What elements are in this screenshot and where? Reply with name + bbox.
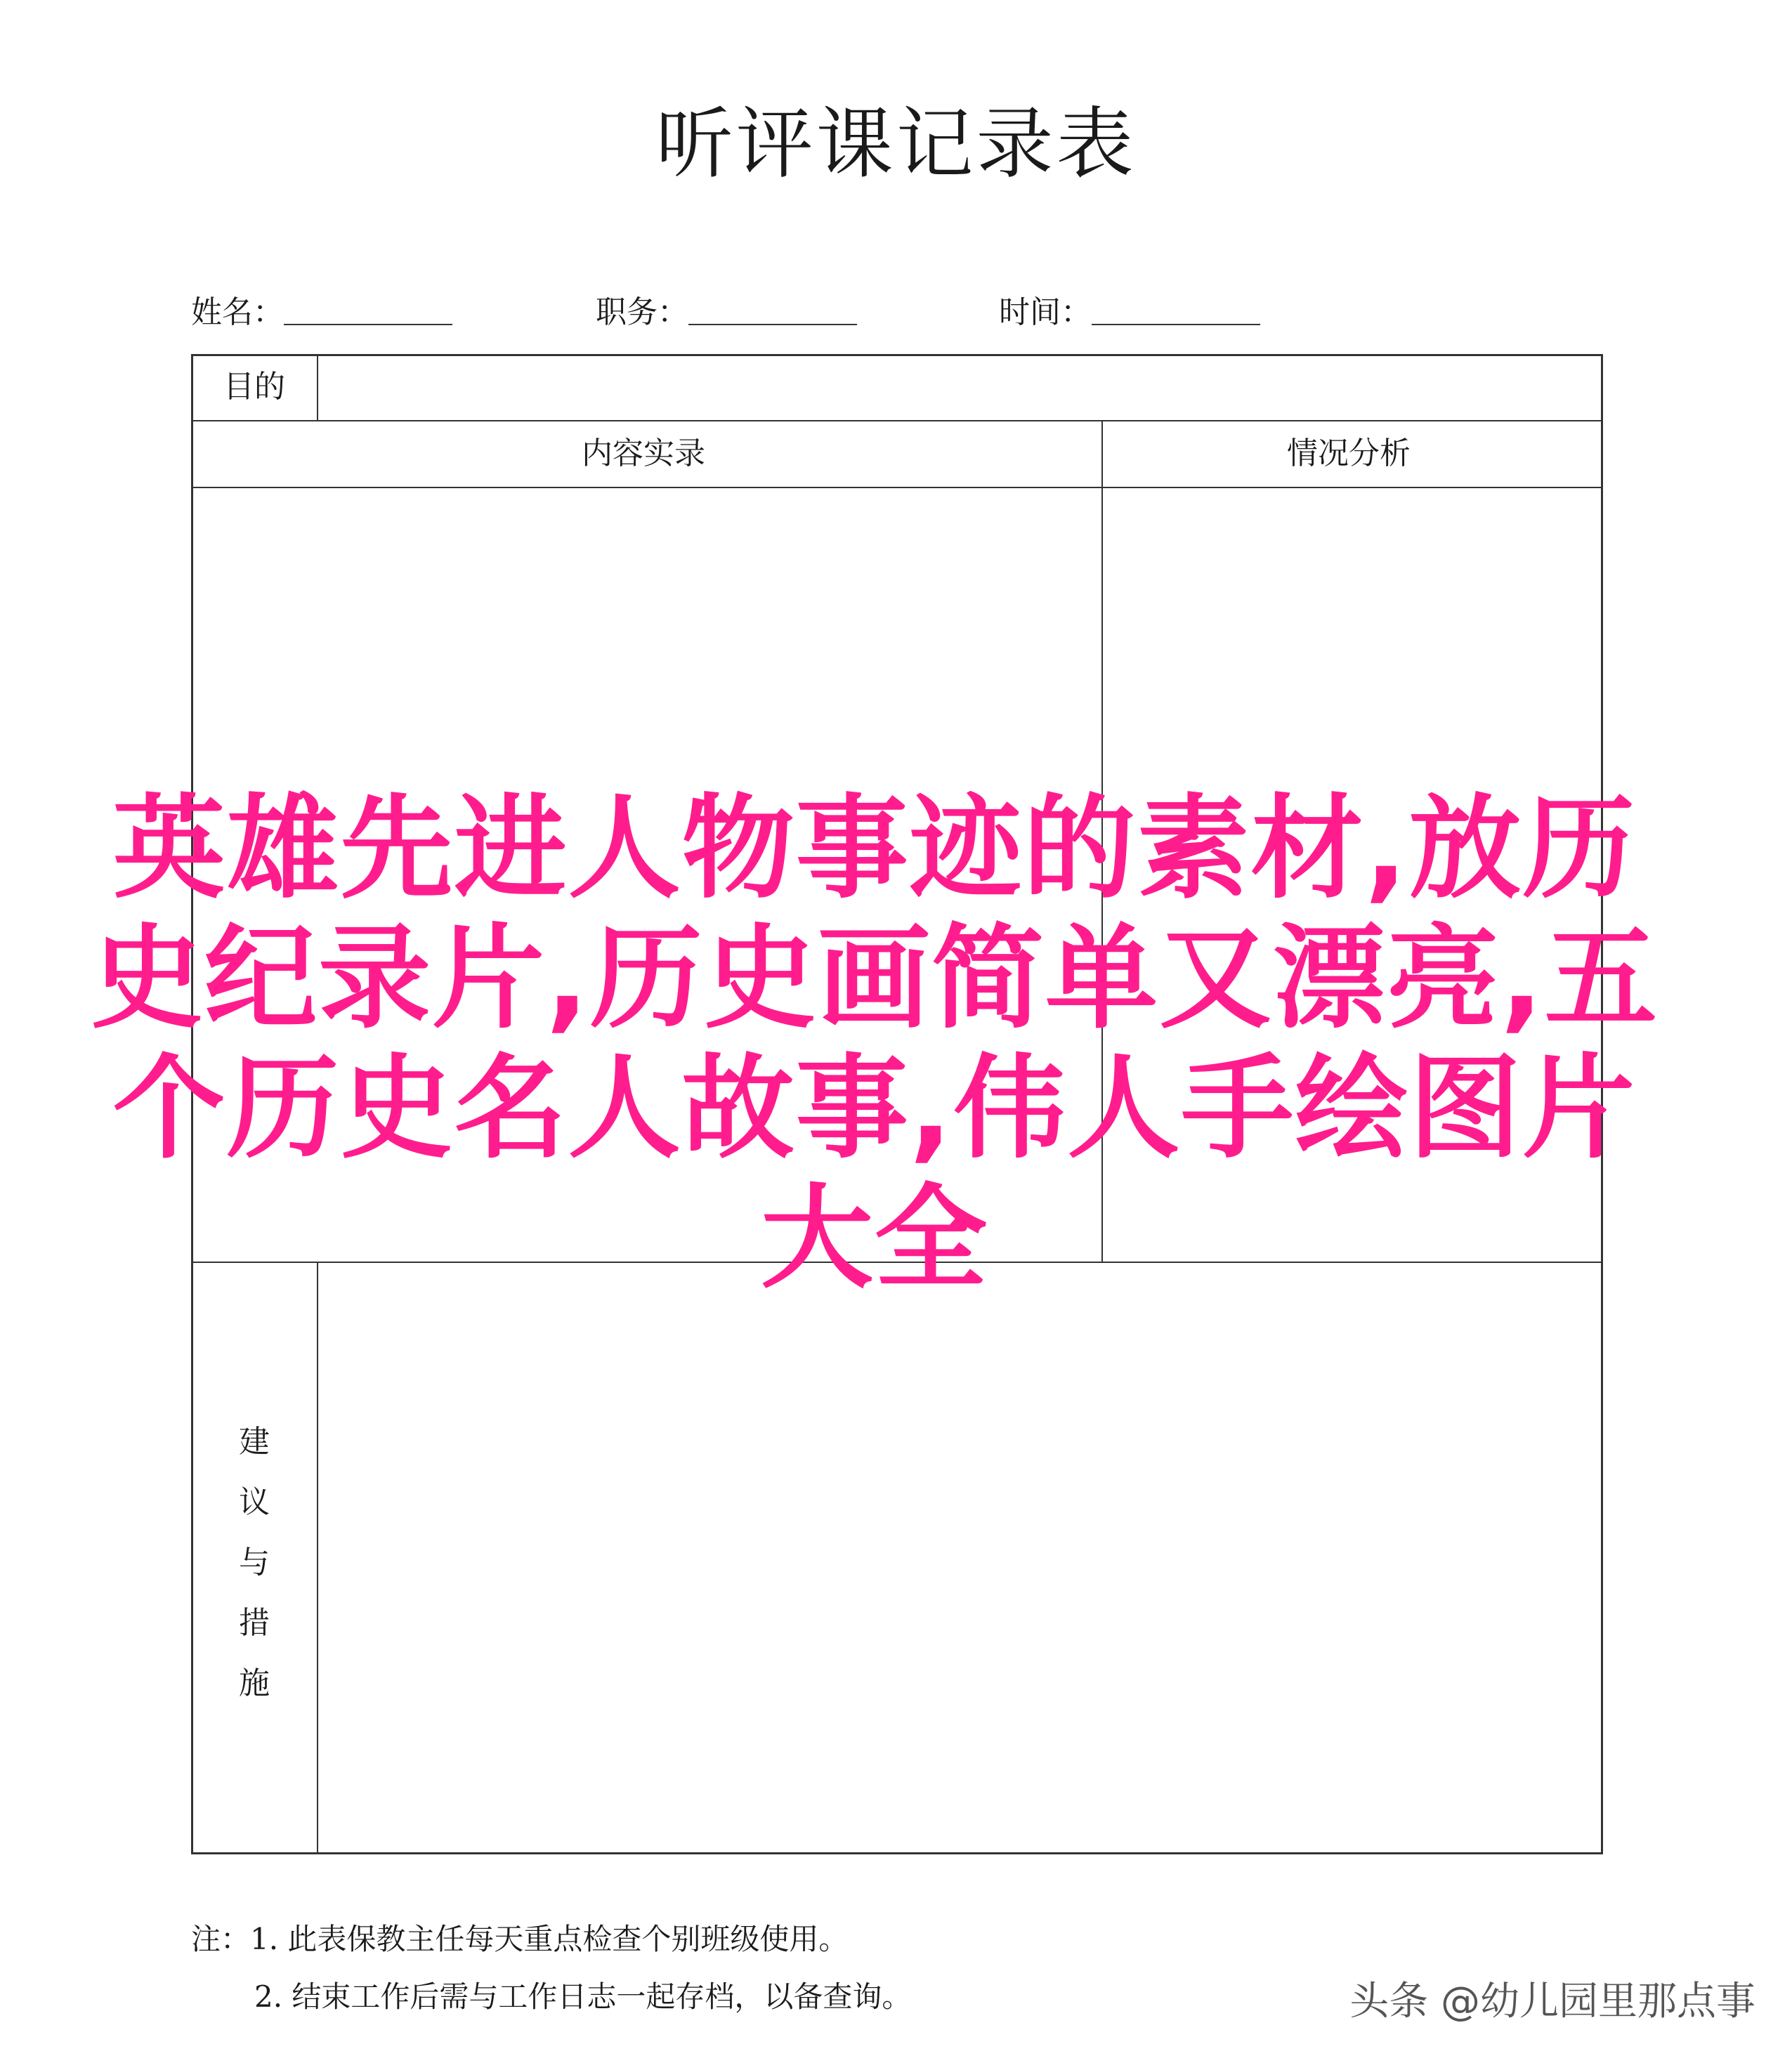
name-blank-line	[284, 296, 452, 325]
position-field	[596, 292, 857, 334]
table-divider-purpose	[191, 420, 1603, 421]
suggestions-char: 措	[239, 1605, 270, 1641]
footnotes	[191, 1911, 911, 2026]
time-field	[999, 292, 1260, 334]
footnote-2: 2. 结束工作后需与工作日志一起存档，以备查询。	[254, 1979, 912, 2014]
suggestions-label	[191, 1412, 318, 1714]
suggestions-char: 建	[239, 1424, 270, 1460]
watermark: 头条 @幼儿园里那点事	[1349, 1979, 1755, 2024]
table-border-top	[191, 354, 1603, 356]
table-border-bottom	[191, 1852, 1603, 1854]
table-divider-headers	[191, 487, 1603, 488]
suggestions-char: 议	[239, 1484, 270, 1520]
name-field	[191, 292, 452, 334]
name-label: 姓名：	[191, 294, 284, 330]
overlay-headline: 英雄先进人物事迹的素材,放历史纪录片,历史画简单又漂亮,五个历史名人故事,伟人手绘图片大全	[91, 782, 1659, 1304]
purpose-label-divider	[317, 354, 318, 421]
time-label: 时间：	[999, 294, 1092, 330]
footnote-1: 注：1. 此表保教主任每天重点检查个别班级使用。	[191, 1922, 849, 1956]
suggestions-char: 与	[239, 1545, 270, 1580]
time-blank-line	[1092, 296, 1260, 325]
content-record-header: 内容实录	[582, 435, 705, 471]
position-blank-line	[688, 296, 857, 325]
suggestions-char: 施	[239, 1665, 270, 1701]
analysis-header: 情况分析	[1287, 435, 1411, 471]
page-title: 听评课记录表	[655, 99, 1137, 189]
position-label: 职务：	[596, 294, 688, 330]
purpose-label: 目的	[223, 369, 285, 405]
